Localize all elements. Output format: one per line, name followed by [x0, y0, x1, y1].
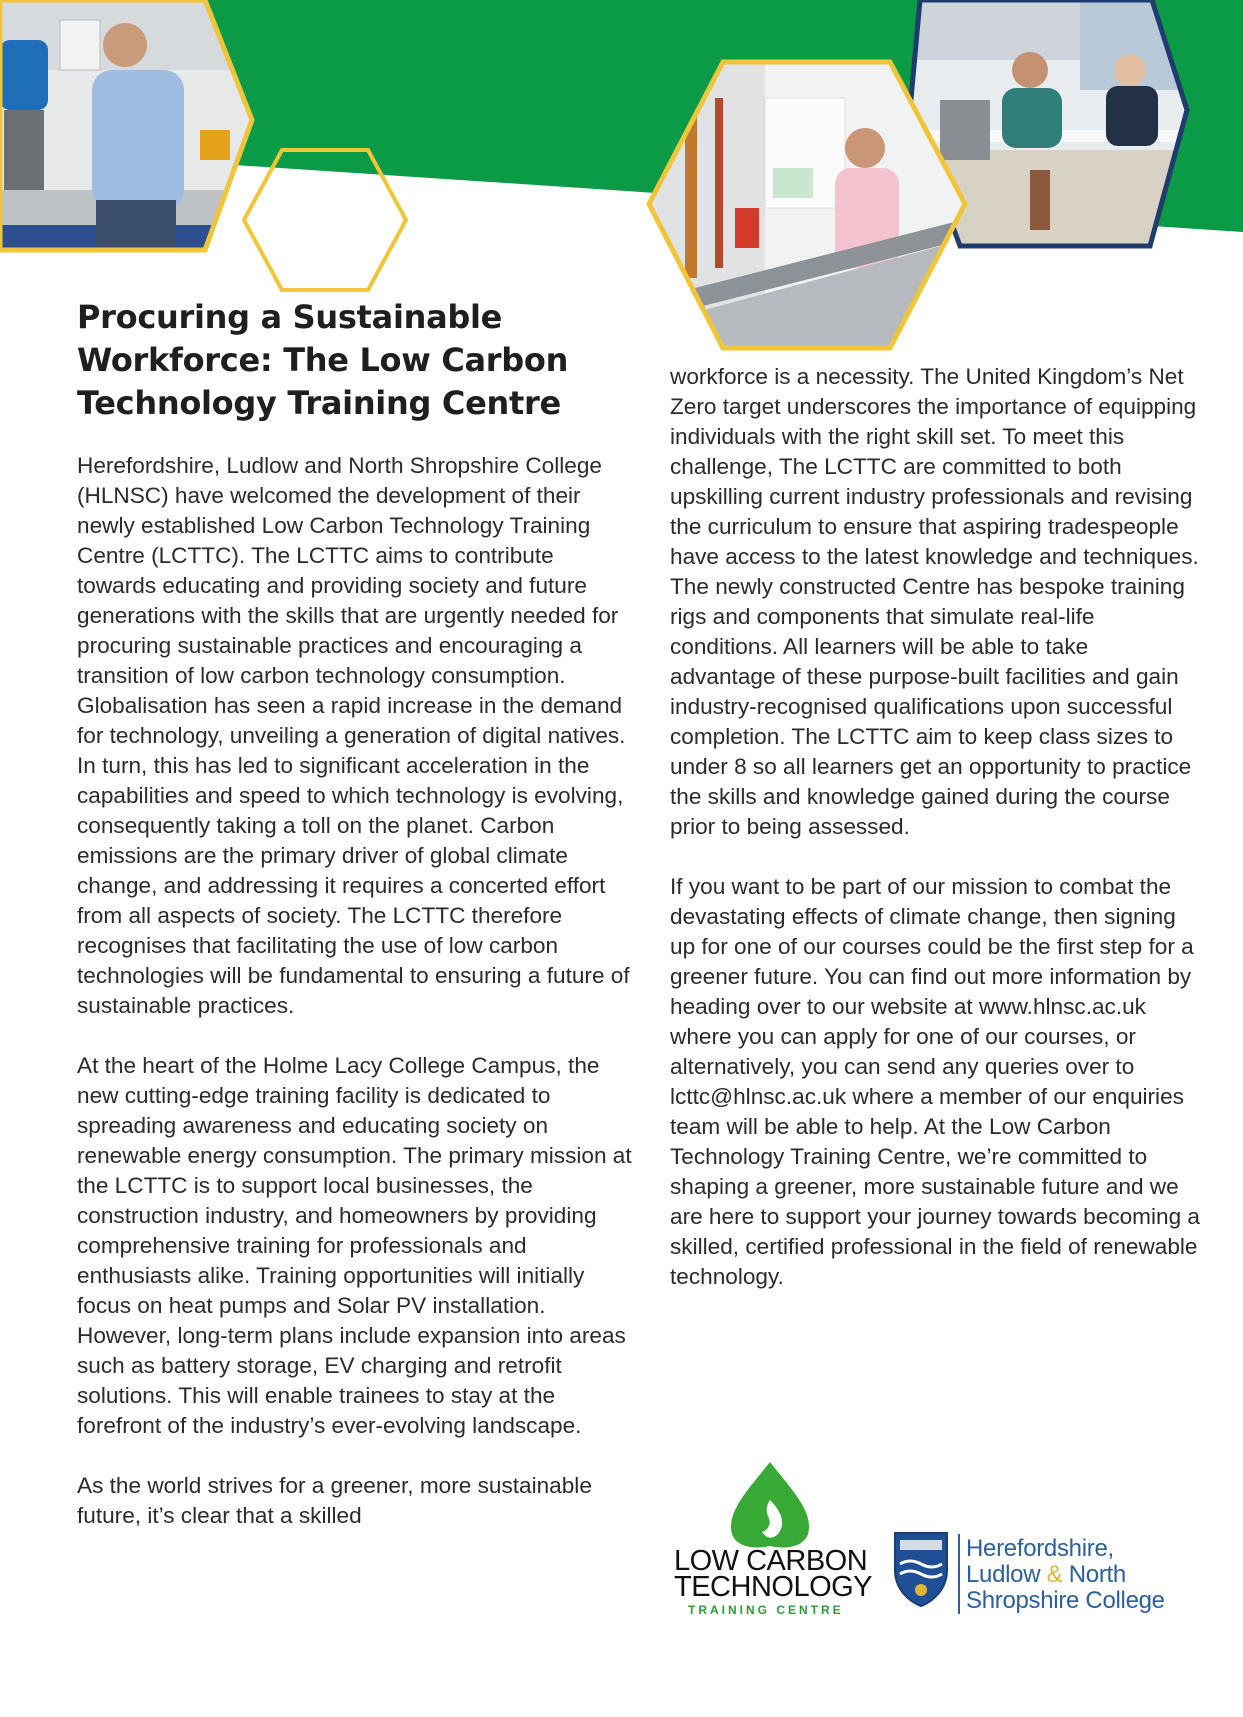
- hexagon-outline-decoration: [240, 146, 410, 296]
- college-name-ludlow: Ludlow: [966, 1561, 1041, 1588]
- leaf-flame-icon: [722, 1460, 818, 1550]
- lctc-logo: [670, 1460, 873, 1620]
- lctc-logo-line-2: TECHNOLOGY: [674, 1571, 873, 1603]
- paragraph-intro: Herefordshire, Ludlow and North Shropshire College (HLNSC) have welcomed the development of their newly established Low Carbon Technology Training Centre (LCTTC). The LCTTC aims to contribute towards educating and providing society and future generations with the skills that are urgently needed for procuring sustainable practices and encouraging a transition of low carbon technology consumption. Globalisation has seen a rapid increase in the demand for technology, unveiling a generation of digital natives. In turn, this has led to significant acceleration in the capabilities and speed to which technology is evolving, consequently taking a toll on the planet. Carbon emissions are the primary driver of global climate change, and addressing it requires a concerted effort from all aspects of society. The LCTTC therefore recognises that facilitating the use of low carbon technologies will be fundamental to ensuring a future of sustainable practices.: [77, 453, 630, 1018]
- college-name-line-2: [966, 1562, 1165, 1588]
- logo-divider: [958, 1534, 960, 1614]
- lctc-logo-line-1: LOW CARBON: [674, 1545, 868, 1577]
- college-name-line-3: Shropshire College: [966, 1587, 1165, 1614]
- college-shield-icon: [892, 1530, 950, 1608]
- paragraph-call-to-action: If you want to be part of our mission to combat the devastating effects of climate change, then signing up for one of our courses could be the first step for a greener future. You can find out more information by heading over to our website at www.hlnsc.ac.uk where you can apply for one of our courses, or alternatively, you can send any queries over to lcttc@hlnsc.ac.uk where a member of our enquiries team will be able to help. At the Low Carbon Technology Training Centre, we’re committed to shaping a greener, more sustainable future and we are here to support your journey towards becoming a skilled, certified professional in the field of renewable technology.: [670, 874, 1200, 1289]
- paragraph-greener-future-start: As the world strives for a greener, more sustainable future, it’s clear that a skilled: [77, 1473, 592, 1528]
- article-title: [77, 296, 637, 425]
- college-name-ampersand: &: [1046, 1561, 1063, 1588]
- title-line-3: Technology Training Centre: [77, 384, 561, 422]
- title-line-1: Procuring a Sustainable: [77, 298, 503, 336]
- paragraph-campus: At the heart of the Holme Lacy College Campus, the new cutting-edge training facility is dedicated to spreading awareness and educating society on renewable energy consumption. The primary mission at the LCTTC is to support local businesses, the construction industry, and homeowners by providing comprehensive training for professionals and enthusiasts alike. Training opportunities will initially focus on heat pumps and Solar PV installation. However, long-term plans include expansion into areas such as battery storage, EV charging and retrofit solutions. This will enable trainees to stay at the forefront of the industry’s ever-evolving landscape.: [77, 1053, 632, 1438]
- logos-area: [670, 1460, 1190, 1630]
- article-column-left: [77, 451, 637, 1561]
- lctc-logo-line-3: TRAINING CENTRE: [688, 1603, 844, 1617]
- college-logo: [892, 1530, 1192, 1620]
- title-line-2: Workforce: The Low Carbon: [77, 341, 569, 379]
- article-column-right: [670, 362, 1200, 1322]
- paragraph-workforce: workforce is a necessity. The United Kingdom’s Net Zero target underscores the importance of equipping individuals with the right skill set. To meet this challenge, The LCTTC are committed to both upskilling current industry professionals and revising the curriculum to ensure that aspiring tradespeople have access to the latest knowledge and techniques. The newly constructed Centre has bespoke training rigs and components that simulate real-life conditions. All learners will be able to take advantage of these purpose-built facilities and gain industry-recognised qualifications upon successful completion. The LCTTC aim to keep class sizes to under 8 so all learners get an opportunity to practice the skills and knowledge gained during the course prior to being assessed.: [670, 364, 1199, 839]
- college-name-north: North: [1068, 1561, 1126, 1588]
- photo-workshop-pump: [0, 0, 260, 260]
- photo-training-rig: [645, 58, 970, 353]
- college-name: [966, 1536, 1165, 1614]
- college-name-line-1: Herefordshire,: [966, 1535, 1114, 1562]
